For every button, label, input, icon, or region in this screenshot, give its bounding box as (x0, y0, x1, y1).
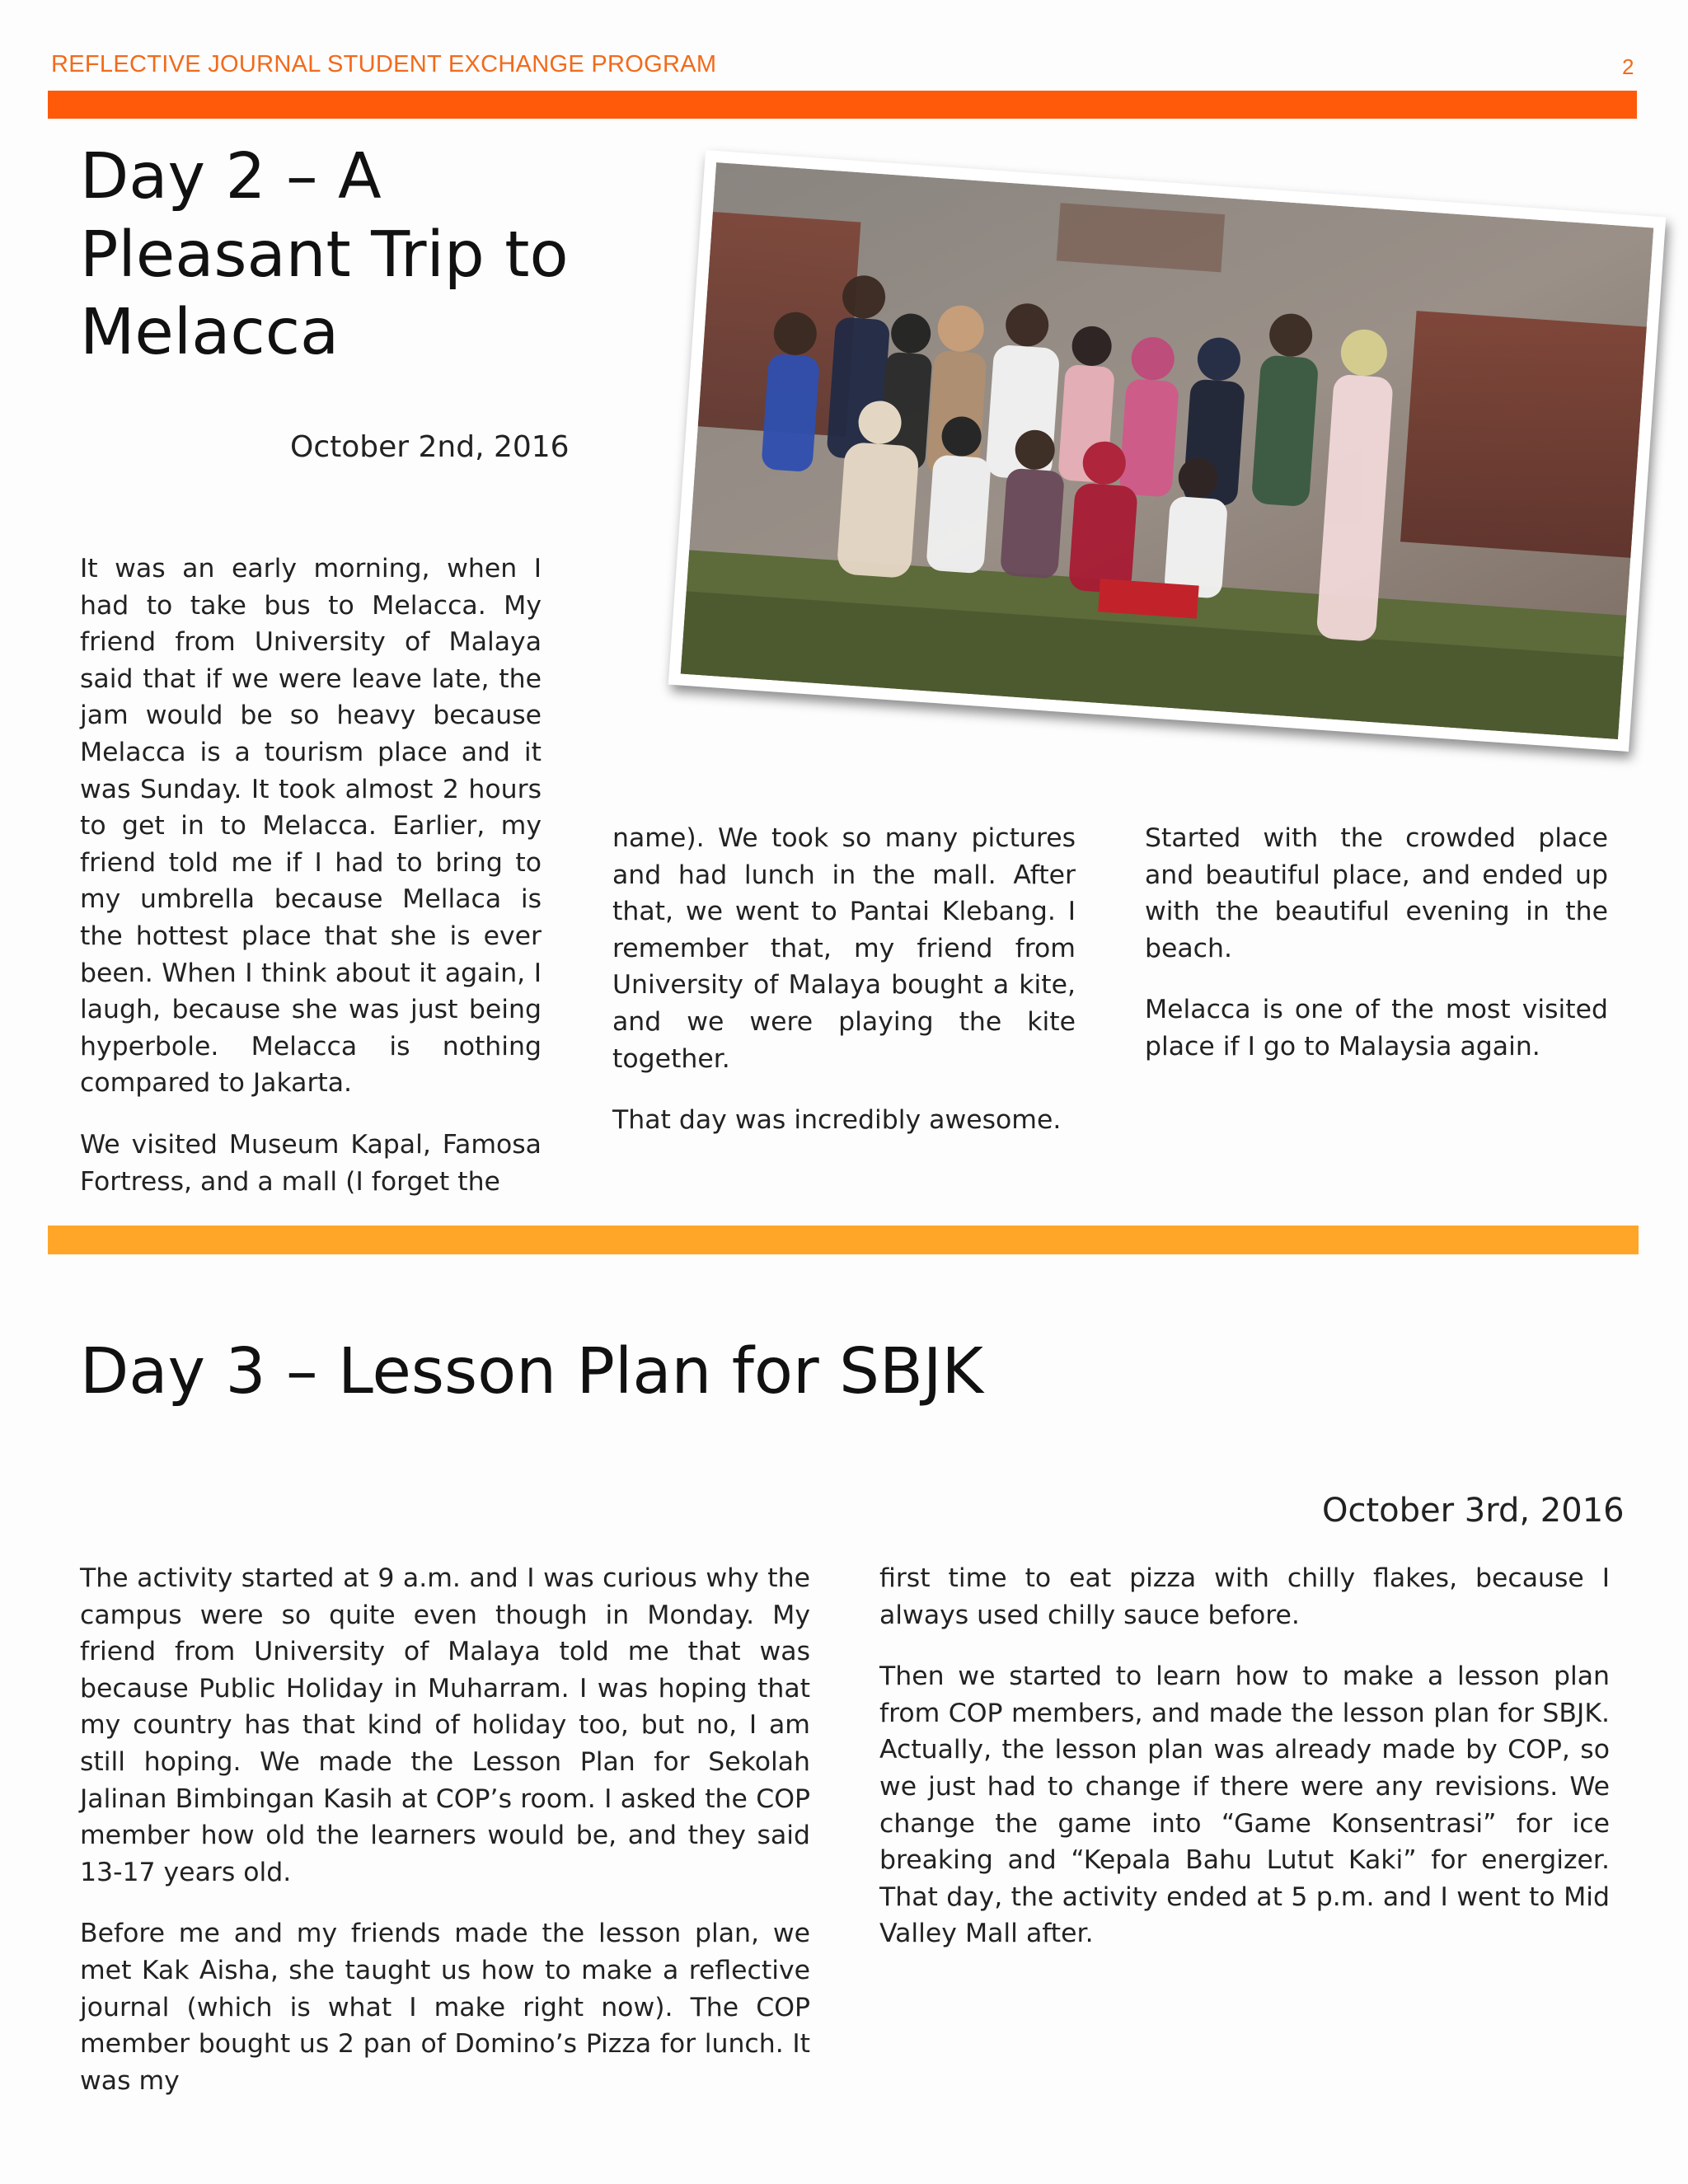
page-number: 2 (1622, 54, 1634, 79)
day2-column-3 (1145, 820, 1608, 1090)
day2-paragraph: That day was incredibly awesome. (612, 1105, 1062, 1136)
group-photo-illustration (681, 162, 1654, 739)
day3-title: Day 3 – Lesson Plan for SBJK (80, 1335, 984, 1408)
day3-column-2 (879, 1560, 1610, 1977)
day2-paragraph: name). We took so many pictures and had lunch in the mall. After that, we went to Pantai Klebang. I remember that, my friend from University of Malaya bought a kite, and we were playing the kite together. (612, 823, 1076, 1074)
day2-paragraph: It was an early morning, when I had to take bus to Melacca. My friend from University of Malaya said that if we were leave late, the jam would be so heavy because Melacca is a tourism place and it was Sunday. It took almost 2 hours to get in to Melacca. Earlier, my friend told me if I had to bring to my umbrella because Mellaca is the hottest place that she is ever been. When I think about it again, I laugh, because she was just being hyperbole. Melacca is nothing compared to Jakarta. (80, 554, 542, 1099)
header-rule-bar (48, 91, 1637, 119)
day3-column-1 (80, 1560, 810, 2124)
running-header-title: REFLECTIVE JOURNAL STUDENT EXCHANGE PROGRAM (51, 51, 717, 77)
day3-date: October 3rd, 2016 (1322, 1492, 1625, 1530)
day3-paragraph: Before me and my friends made the lesson plan, we met Kak Aisha, she taught us how to make a reflective journal (which is what I make right now). The COP member bought us 2 pan of Domino’s Pizza for lunch. It was my (80, 1919, 810, 2096)
day2-column-2 (612, 820, 1076, 1164)
day3-paragraph: first time to eat pizza with chilly flakes, because I always used chilly sauce before. (879, 1563, 1610, 1630)
day2-column-1 (80, 551, 542, 1200)
group-photo (668, 150, 1666, 752)
day3-paragraph: Then we started to learn how to make a lesson plan from COP members, and made the lesson plan for SBJK. Actually, the lesson plan was already made by COP, so we just had to change if there were any revisions. We change the game into “Game Konsentrasi” for ice breaking and “Kepala Bahu Lutut Kaki” for energizer. That day, the activity ended at 5 p.m. and I went to Mid Valley Mall after. (879, 1661, 1610, 1949)
day2-title: Day 2 – A Pleasant Trip to Melacca (80, 140, 569, 370)
day3-paragraph: The activity started at 9 a.m. and I was curious why the campus were so quite even though in Monday. My friend from University of Malaya told me that was because Public Holiday in Muharram. I was hoping that my country has that kind of holiday too, but no, I am still hoping. We made the Lesson Plan for Sekolah Jalinan Bimbingan Kasih at COP’s room. I asked the COP member how old the learners would be, and they said 13-17 years old. (80, 1563, 810, 1887)
section-divider-bar (48, 1226, 1639, 1254)
day2-paragraph: Started with the crowded place and beautiful place, and ended up with the beautiful evening in the beach. (1145, 823, 1608, 963)
day2-paragraph: We visited Museum Kapal, Famosa Fortress, and a mall (I forget the (80, 1129, 542, 1197)
day2-date: October 2nd, 2016 (290, 430, 570, 464)
day2-paragraph: Melacca is one of the most visited place if I go to Malaysia again. (1145, 995, 1608, 1062)
